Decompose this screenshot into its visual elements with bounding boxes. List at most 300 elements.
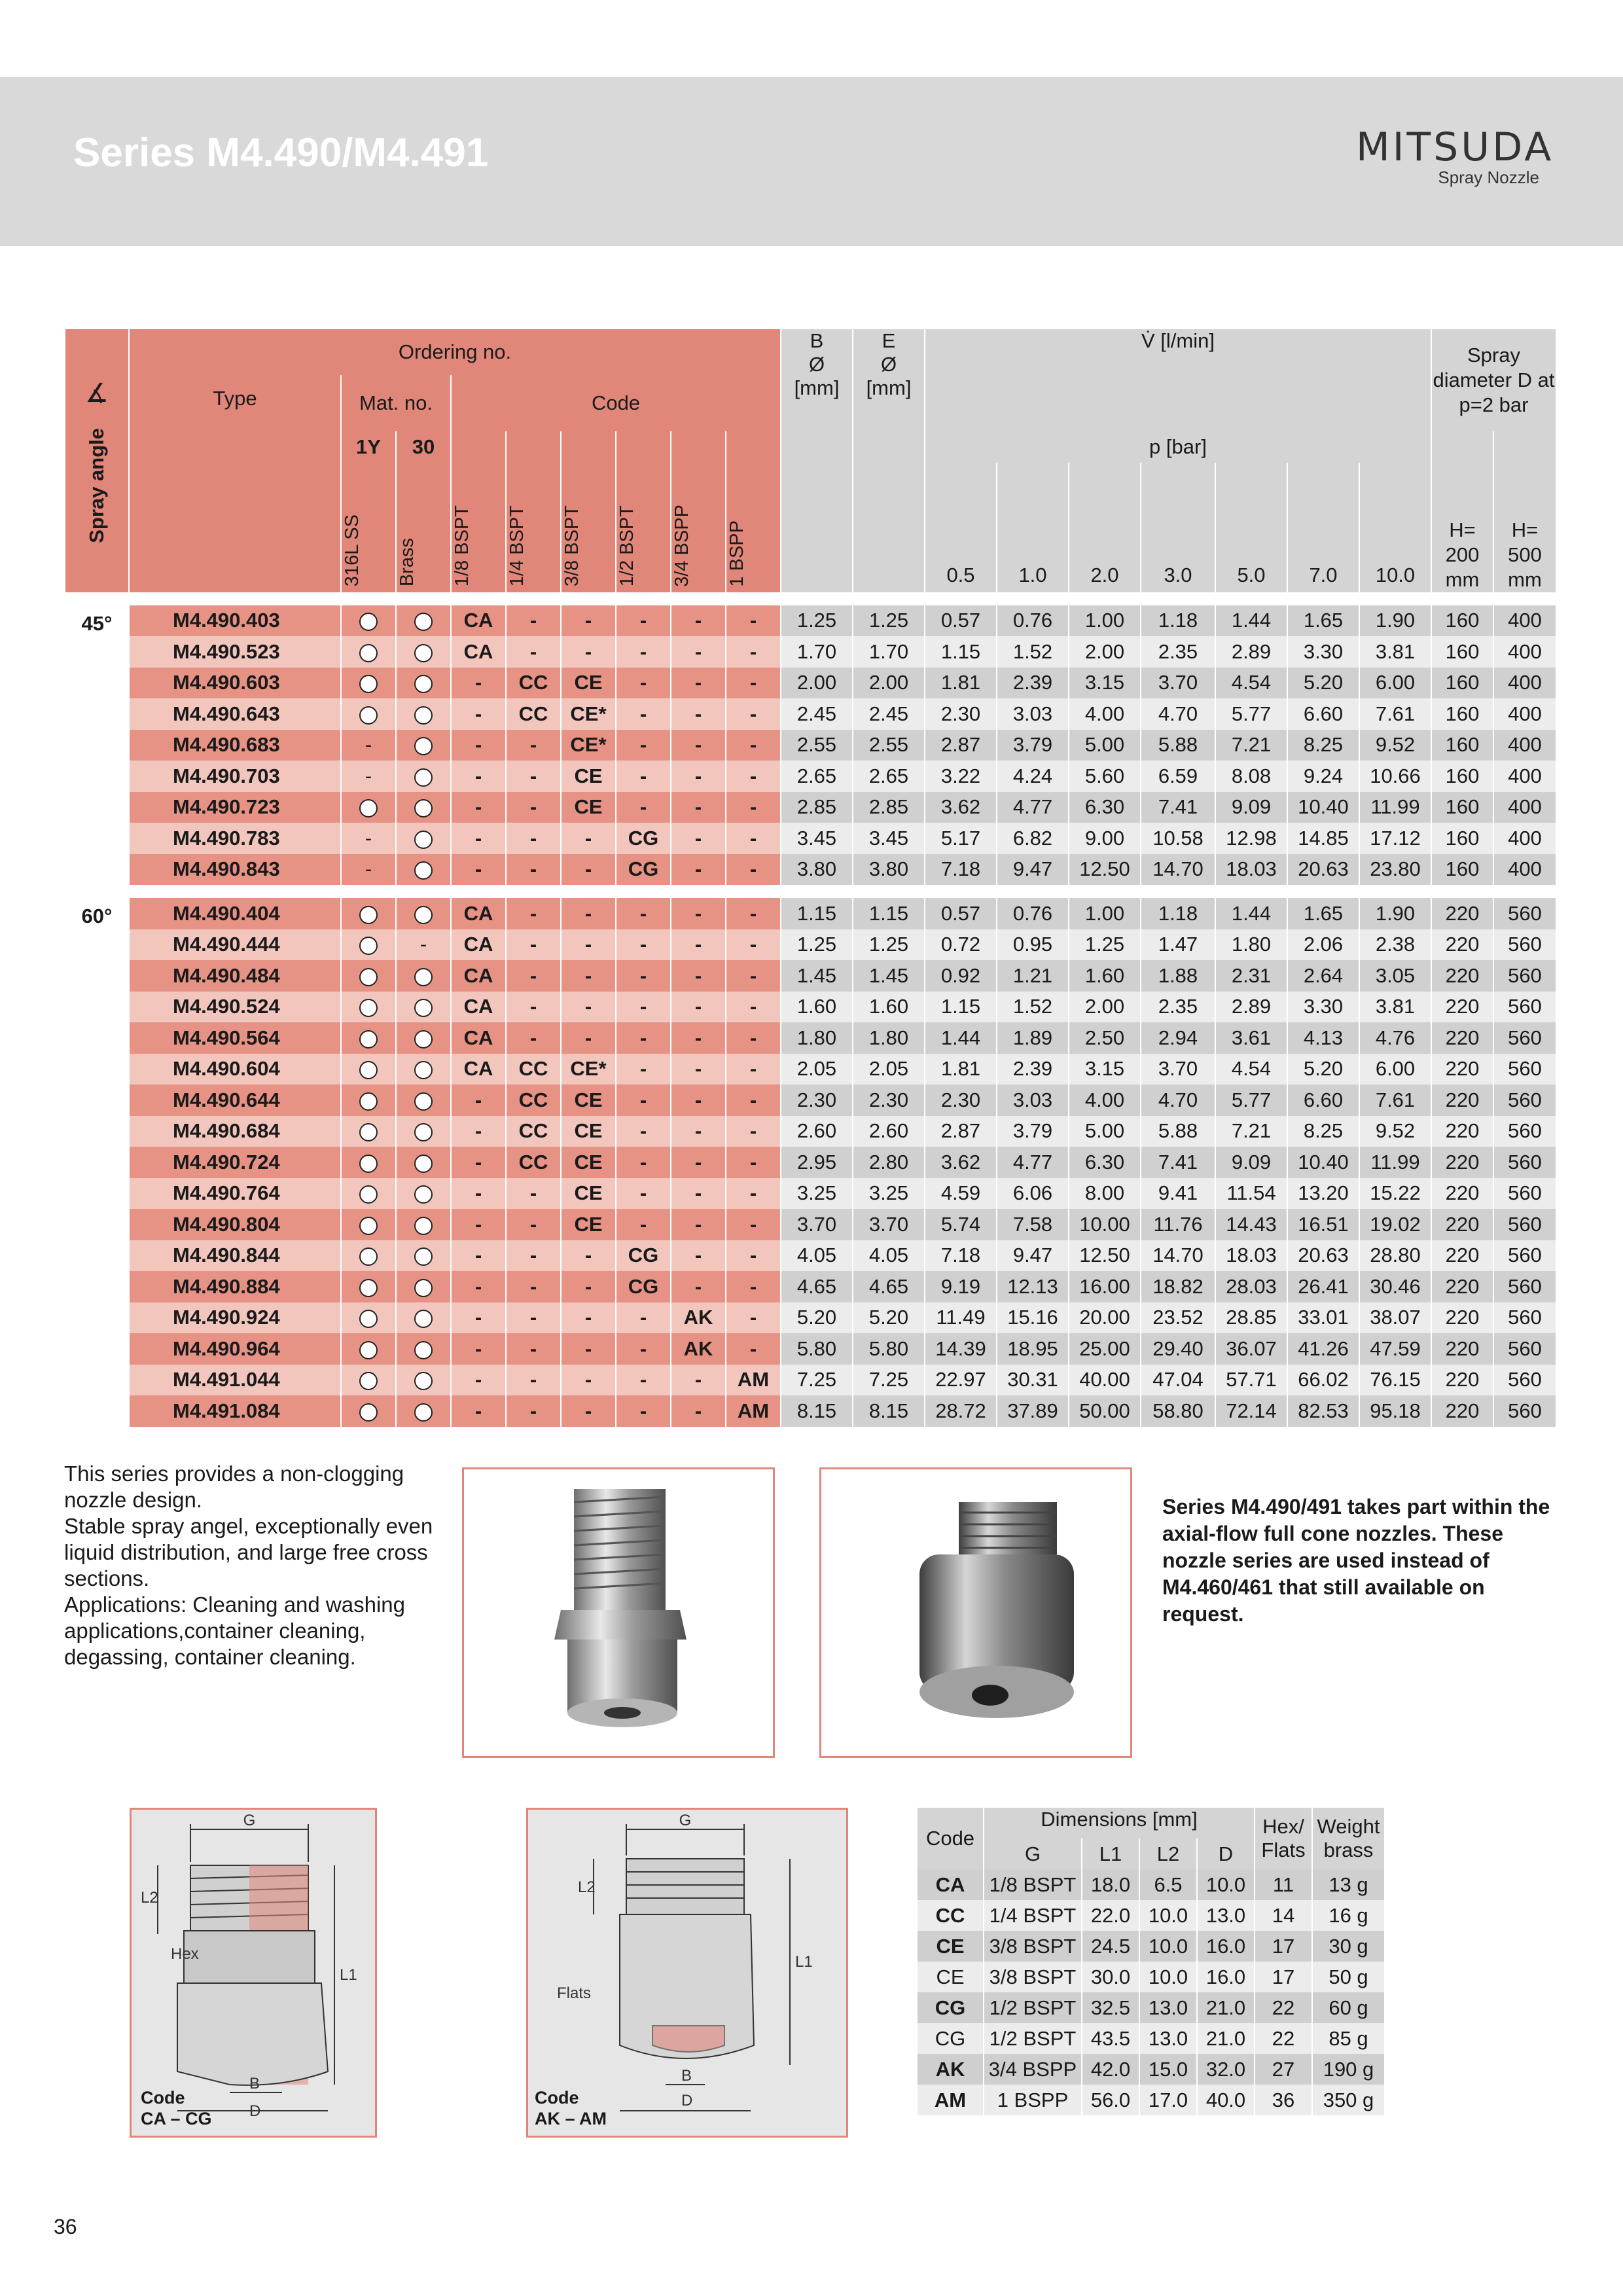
flow-cell: 8.25	[1287, 1116, 1359, 1147]
dim-l1-cell: 42.0	[1082, 2054, 1139, 2085]
flow-cell: 11.99	[1359, 792, 1431, 823]
flow-cell: 19.02	[1359, 1209, 1431, 1240]
material-available-icon	[396, 761, 451, 792]
flow-cell: 6.30	[1069, 792, 1141, 823]
d200-cell: 220	[1431, 960, 1493, 992]
flow-cell: 2.87	[925, 730, 997, 761]
table-row	[65, 1178, 1556, 1210]
table-row	[917, 1962, 1384, 1992]
d500-cell: 400	[1493, 698, 1556, 730]
flow-cell: 1.15	[925, 992, 997, 1023]
flow-cell: 3.81	[1359, 992, 1431, 1023]
material-available-icon	[396, 1365, 451, 1396]
dim-weight-cell: 13 g	[1312, 1869, 1384, 1900]
flow-cell: 14.70	[1141, 1240, 1215, 1272]
d200-cell: 160	[1431, 730, 1493, 761]
type-cell: M4.490.843	[129, 854, 341, 886]
type-cell: M4.490.683	[129, 730, 341, 761]
code-cell: CE*	[561, 730, 616, 761]
code-cell: -	[616, 730, 671, 761]
type-cell: M4.490.564	[129, 1022, 341, 1054]
material-available-icon	[396, 1302, 451, 1334]
material-available-icon	[341, 992, 396, 1023]
code-cell: -	[506, 992, 561, 1023]
code-cell: -	[451, 1271, 506, 1302]
flow-cell: 30.46	[1359, 1271, 1431, 1302]
dim-d-cell: 16.0	[1197, 1931, 1255, 1962]
material-available-icon	[396, 1085, 451, 1116]
brand-logo	[1356, 124, 1552, 190]
brand-name: MITSUDA	[1356, 124, 1554, 170]
material-available-icon	[396, 730, 451, 761]
code-cell: -	[726, 992, 781, 1023]
code-cell: -	[616, 698, 671, 730]
dim-weight-cell: 350 g	[1312, 2085, 1384, 2115]
flow-cell: 3.03	[997, 1085, 1069, 1116]
code-cell: -	[671, 1147, 726, 1178]
flow-cell: 5.00	[1069, 730, 1141, 761]
flow-cell: 1.90	[1359, 605, 1431, 637]
dim-l2-label: L2	[141, 1889, 158, 1907]
flow-cell: 4.59	[925, 1178, 997, 1210]
dimension-drawing-ak-am	[526, 1808, 848, 2138]
table-row	[65, 1271, 1556, 1302]
code-cell: -	[451, 1085, 506, 1116]
b-cell: 2.85	[781, 792, 853, 823]
d500-cell: 560	[1493, 1209, 1556, 1240]
code-cell: CE	[561, 761, 616, 792]
flow-cell: 3.70	[1141, 668, 1215, 699]
table-row	[65, 605, 1556, 637]
dim-g-cell: 3/4 BSPP	[984, 2054, 1082, 2085]
thread-header: 1/8 BSPT	[451, 431, 506, 592]
table-row	[65, 1116, 1556, 1147]
flow-cell: 4.00	[1069, 1085, 1141, 1116]
code-cell: -	[726, 1178, 781, 1210]
code-cell: CC	[506, 1147, 561, 1178]
code-cell: AM	[726, 1365, 781, 1396]
flow-cell: 0.95	[997, 929, 1069, 961]
flow-cell: 4.13	[1287, 1022, 1359, 1054]
d200-cell: 220	[1431, 1116, 1493, 1147]
dim-flats-label: Flats	[557, 1984, 592, 2002]
flow-cell: 3.15	[1069, 1054, 1141, 1085]
e-cell: 2.55	[853, 730, 925, 761]
pressure-value-header: 3.0	[1141, 463, 1215, 592]
flow-cell: 4.00	[1069, 698, 1141, 730]
dim-l2-cell: 13.0	[1139, 2023, 1197, 2054]
code-cell: -	[506, 1178, 561, 1210]
flow-cell: 5.00	[1069, 1116, 1141, 1147]
mat-no-header: Mat. no.	[341, 375, 451, 431]
flow-cell: 3.62	[925, 792, 997, 823]
type-cell: M4.490.804	[129, 1209, 341, 1240]
material-available-icon	[341, 636, 396, 668]
code-cell: -	[671, 668, 726, 699]
material-available-icon	[396, 636, 451, 668]
flow-cell: 1.89	[997, 1022, 1069, 1054]
material-available-icon	[341, 1333, 396, 1365]
code-cell: -	[451, 792, 506, 823]
flow-cell: 72.14	[1215, 1395, 1287, 1427]
code-cell: -	[451, 1209, 506, 1240]
flow-cell: 9.19	[925, 1271, 997, 1302]
flow-cell: 1.21	[997, 960, 1069, 992]
b-cell: 5.80	[781, 1333, 853, 1365]
code-cell: -	[671, 1271, 726, 1302]
material-cell: -	[341, 761, 396, 792]
flow-cell: 4.76	[1359, 1022, 1431, 1054]
dim-l2-cell: 6.5	[1139, 1869, 1197, 1900]
table-row	[917, 1931, 1384, 1962]
dim-weight-cell: 85 g	[1312, 2023, 1384, 2054]
dim-l1-header: L1	[1082, 1839, 1139, 1869]
dim-l2-header: L2	[1139, 1839, 1197, 1869]
code-cell: -	[616, 929, 671, 961]
flow-cell: 4.54	[1215, 1054, 1287, 1085]
flow-cell: 1.65	[1287, 898, 1359, 929]
d200-cell: 220	[1431, 1085, 1493, 1116]
code-cell: -	[671, 1022, 726, 1054]
d200-cell: 220	[1431, 992, 1493, 1023]
type-cell: M4.490.844	[129, 1240, 341, 1272]
d500-cell: 560	[1493, 929, 1556, 961]
flow-cell: 6.82	[997, 823, 1069, 854]
dim-hex-label: Hex	[171, 1945, 199, 1963]
material-available-icon	[396, 992, 451, 1023]
b-cell: 2.95	[781, 1147, 853, 1178]
flow-cell: 95.18	[1359, 1395, 1431, 1427]
flow-cell: 3.70	[1141, 1054, 1215, 1085]
flow-cell: 14.70	[1141, 854, 1215, 886]
dim-g-cell: 3/8 BSPT	[984, 1931, 1082, 1962]
dim-l1-cell: 56.0	[1082, 2085, 1139, 2115]
flow-cell: 18.95	[997, 1333, 1069, 1365]
code-cell: CC	[506, 1085, 561, 1116]
flow-cell: 1.18	[1141, 898, 1215, 929]
material-available-icon	[341, 898, 396, 929]
dim-d-cell: 32.0	[1197, 2054, 1255, 2085]
ordering-no-header: Ordering no.	[129, 329, 781, 375]
flow-cell: 58.80	[1141, 1395, 1215, 1427]
spray-angle-value: 45°	[65, 605, 129, 886]
dim-g-label: G	[679, 1812, 692, 1829]
flow-cell: 9.47	[997, 854, 1069, 886]
code-cell: -	[616, 1365, 671, 1396]
mat-30-header: 30	[396, 431, 451, 463]
flow-cell: 38.07	[1359, 1302, 1431, 1334]
dim-code-cell: CE	[917, 1962, 984, 1992]
code-cell: -	[451, 1147, 506, 1178]
material-available-icon	[341, 1365, 396, 1396]
material-available-icon	[396, 1395, 451, 1427]
code-cell: -	[671, 761, 726, 792]
code-cell: -	[506, 1240, 561, 1272]
flow-cell: 8.00	[1069, 1178, 1141, 1210]
code-cell: -	[726, 1022, 781, 1054]
dim-b-label: B	[681, 2067, 692, 2085]
code-cell: -	[451, 668, 506, 699]
d500-cell: 400	[1493, 668, 1556, 699]
mat-316-header: 316L SS	[341, 463, 396, 592]
flow-cell: 5.60	[1069, 761, 1141, 792]
dim-b-label: B	[249, 2075, 260, 2092]
code-cell: -	[561, 960, 616, 992]
flow-cell: 7.61	[1359, 1085, 1431, 1116]
flow-cell: 1.80	[1215, 929, 1287, 961]
flow-cell: 0.57	[925, 898, 997, 929]
d200-cell: 220	[1431, 1365, 1493, 1396]
table-row	[917, 1992, 1384, 2023]
flow-cell: 2.00	[1069, 992, 1141, 1023]
flow-cell: 0.57	[925, 605, 997, 637]
b-cell: 2.45	[781, 698, 853, 730]
table-row	[65, 1333, 1556, 1365]
flow-cell: 1.65	[1287, 605, 1359, 637]
table-row	[65, 823, 1556, 854]
flow-cell: 10.58	[1141, 823, 1215, 854]
flow-cell: 66.02	[1287, 1365, 1359, 1396]
code-cell: -	[671, 1209, 726, 1240]
dim-code-cell: CC	[917, 1900, 984, 1931]
code-cell: -	[616, 668, 671, 699]
code-cell: -	[726, 761, 781, 792]
flow-cell: 7.58	[997, 1209, 1069, 1240]
code-cell: -	[616, 1209, 671, 1240]
code-cell: -	[451, 823, 506, 854]
code-cell: -	[671, 1240, 726, 1272]
code-cell: -	[616, 1054, 671, 1085]
dim-l2-cell: 15.0	[1139, 2054, 1197, 2085]
material-cell: -	[341, 730, 396, 761]
flow-cell: 10.00	[1069, 1209, 1141, 1240]
table-row	[917, 2023, 1384, 2054]
b-cell: 3.70	[781, 1209, 853, 1240]
material-available-icon	[396, 1333, 451, 1365]
code-cell: CA	[451, 1022, 506, 1054]
flow-cell: 3.79	[997, 1116, 1069, 1147]
flow-cell: 6.60	[1287, 1085, 1359, 1116]
code-cell: CG	[616, 823, 671, 854]
e-cell: 1.60	[853, 992, 925, 1023]
dim-l2-cell: 10.0	[1139, 1900, 1197, 1931]
flow-cell: 26.41	[1287, 1271, 1359, 1302]
table-row	[65, 668, 1556, 699]
dim-d-header: D	[1197, 1839, 1255, 1869]
flow-cell: 3.61	[1215, 1022, 1287, 1054]
spray-diameter-header: Spray diameter D at p=2 bar	[1431, 329, 1556, 431]
code-cell: -	[506, 1209, 561, 1240]
code-cell: -	[671, 960, 726, 992]
flow-cell: 12.50	[1069, 854, 1141, 886]
table-row	[65, 730, 1556, 761]
code-cell: AK	[671, 1302, 726, 1334]
code-cell: -	[671, 730, 726, 761]
material-available-icon	[396, 605, 451, 637]
table-row	[917, 2085, 1384, 2115]
d500-cell: 560	[1493, 1302, 1556, 1334]
flow-cell: 28.80	[1359, 1240, 1431, 1272]
flow-cell: 2.35	[1141, 636, 1215, 668]
code-cell: -	[671, 854, 726, 886]
flow-cell: 5.77	[1215, 1085, 1287, 1116]
code-cell: CE*	[561, 698, 616, 730]
nozzle-spec-table	[64, 329, 1556, 1427]
flow-cell: 7.21	[1215, 1116, 1287, 1147]
flow-cell: 10.40	[1287, 1147, 1359, 1178]
code-cell: CC	[506, 698, 561, 730]
dim-hex-cell: 14	[1255, 1900, 1312, 1931]
d500-cell: 560	[1493, 1022, 1556, 1054]
code-cell: -	[726, 1302, 781, 1334]
code-cell: -	[451, 854, 506, 886]
dim-g-cell: 1 BSPP	[984, 2085, 1082, 2115]
code-cell: -	[616, 1022, 671, 1054]
code-cell: -	[451, 1116, 506, 1147]
hex-flats-header: Hex/ Flats	[1255, 1808, 1312, 1869]
code-cell: -	[726, 1209, 781, 1240]
code-cell: -	[726, 698, 781, 730]
code-cell: CE	[561, 668, 616, 699]
table-row	[65, 1022, 1556, 1054]
e-cell: 1.70	[853, 636, 925, 668]
flow-cell: 9.00	[1069, 823, 1141, 854]
code-cell: CA	[451, 1054, 506, 1085]
code-cell: -	[616, 636, 671, 668]
material-available-icon	[341, 1085, 396, 1116]
h200-header: H= 200 mm	[1431, 431, 1493, 592]
code-cell: -	[616, 792, 671, 823]
e-cell: 4.05	[853, 1240, 925, 1272]
code-cell: -	[561, 1333, 616, 1365]
flow-cell: 9.47	[997, 1240, 1069, 1272]
code-cell: -	[506, 605, 561, 637]
flow-cell: 18.82	[1141, 1271, 1215, 1302]
code-cell: -	[506, 761, 561, 792]
table-row	[65, 636, 1556, 668]
code-header: Code	[451, 375, 781, 431]
dim-l1-cell: 18.0	[1082, 1869, 1139, 1900]
code-cell: -	[671, 1116, 726, 1147]
table-row	[65, 898, 1556, 929]
drawing-code-caption: Code AK – AM	[535, 2088, 607, 2128]
flow-cell: 14.39	[925, 1333, 997, 1365]
code-cell: -	[561, 992, 616, 1023]
b-cell: 7.25	[781, 1365, 853, 1396]
code-cell: CE	[561, 1116, 616, 1147]
material-available-icon	[341, 929, 396, 961]
dim-g-cell: 3/8 BSPT	[984, 1962, 1082, 1992]
code-cell: CC	[506, 1054, 561, 1085]
code-cell: -	[726, 1054, 781, 1085]
e-cell: 1.45	[853, 960, 925, 992]
table-row	[65, 1395, 1556, 1427]
pressure-value-header: 1.0	[997, 463, 1069, 592]
table-row	[65, 698, 1556, 730]
flow-cell: 11.99	[1359, 1147, 1431, 1178]
d500-cell: 400	[1493, 792, 1556, 823]
thread-header: 1/4 BSPT	[506, 431, 561, 592]
code-cell: -	[451, 1365, 506, 1396]
table-row	[65, 792, 1556, 823]
flow-cell: 5.20	[1287, 668, 1359, 699]
code-cell: -	[561, 1022, 616, 1054]
flow-cell: 0.76	[997, 898, 1069, 929]
code-cell: -	[671, 823, 726, 854]
flow-cell: 2.38	[1359, 929, 1431, 961]
flow-cell: 3.62	[925, 1147, 997, 1178]
description-line: Stable spray angel, exceptionally even liquid distribution, and large free cross sections.	[64, 1514, 433, 1590]
dim-l1-cell: 43.5	[1082, 2023, 1139, 2054]
d500-cell: 400	[1493, 730, 1556, 761]
flow-cell: 15.22	[1359, 1178, 1431, 1210]
flow-cell: 11.76	[1141, 1209, 1215, 1240]
flow-cell: 20.63	[1287, 854, 1359, 886]
dim-weight-cell: 50 g	[1312, 1962, 1384, 1992]
table-row	[65, 1365, 1556, 1396]
code-cell: -	[671, 898, 726, 929]
code-cell: AK	[671, 1333, 726, 1365]
flow-cell: 23.52	[1141, 1302, 1215, 1334]
dim-l1-cell: 32.5	[1082, 1992, 1139, 2023]
thread-header: 3/4 BSPP	[671, 431, 726, 592]
dim-weight-cell: 60 g	[1312, 1992, 1384, 2023]
table-row	[917, 1900, 1384, 1931]
flow-cell: 1.81	[925, 1054, 997, 1085]
code-cell: -	[561, 854, 616, 886]
material-available-icon	[396, 1178, 451, 1210]
table-row	[65, 1147, 1556, 1178]
type-cell: M4.490.723	[129, 792, 341, 823]
flow-cell: 2.06	[1287, 929, 1359, 961]
b-cell: 1.25	[781, 605, 853, 637]
flow-cell: 12.50	[1069, 1240, 1141, 1272]
code-cell: -	[671, 1085, 726, 1116]
d500-cell: 560	[1493, 1240, 1556, 1272]
flow-cell: 0.76	[997, 605, 1069, 637]
flow-cell: 3.81	[1359, 636, 1431, 668]
code-cell: -	[561, 1302, 616, 1334]
b-cell: 1.60	[781, 992, 853, 1023]
type-cell: M4.490.783	[129, 823, 341, 854]
pressure-value-header: 7.0	[1287, 463, 1359, 592]
series-note: Series M4.490/491 takes part within the axial-flow full cone nozzles. These nozzle series are used instead of M4.460/461 that still available on request.	[1162, 1495, 1550, 1626]
d200-cell: 220	[1431, 1209, 1493, 1240]
code-cell: -	[561, 1271, 616, 1302]
code-cell: CE*	[561, 1054, 616, 1085]
flow-cell: 3.22	[925, 761, 997, 792]
flow-cell: 4.77	[997, 792, 1069, 823]
flow-cell: 7.61	[1359, 698, 1431, 730]
code-cell: -	[671, 636, 726, 668]
b-cell: 4.05	[781, 1240, 853, 1272]
d200-cell: 160	[1431, 792, 1493, 823]
code-cell: -	[506, 1022, 561, 1054]
table-row	[917, 2054, 1384, 2085]
dim-hex-cell: 22	[1255, 2023, 1312, 2054]
d200-cell: 220	[1431, 929, 1493, 961]
table-row	[65, 1302, 1556, 1334]
flow-cell: 4.54	[1215, 668, 1287, 699]
d200-cell: 220	[1431, 1302, 1493, 1334]
flow-cell: 36.07	[1215, 1333, 1287, 1365]
e-cell: 3.70	[853, 1209, 925, 1240]
mat-brass-header: Brass	[396, 463, 451, 592]
material-cell: -	[396, 929, 451, 961]
flow-cell: 12.98	[1215, 823, 1287, 854]
dim-g-cell: 1/2 BSPT	[984, 2023, 1082, 2054]
flow-cell: 3.05	[1359, 960, 1431, 992]
